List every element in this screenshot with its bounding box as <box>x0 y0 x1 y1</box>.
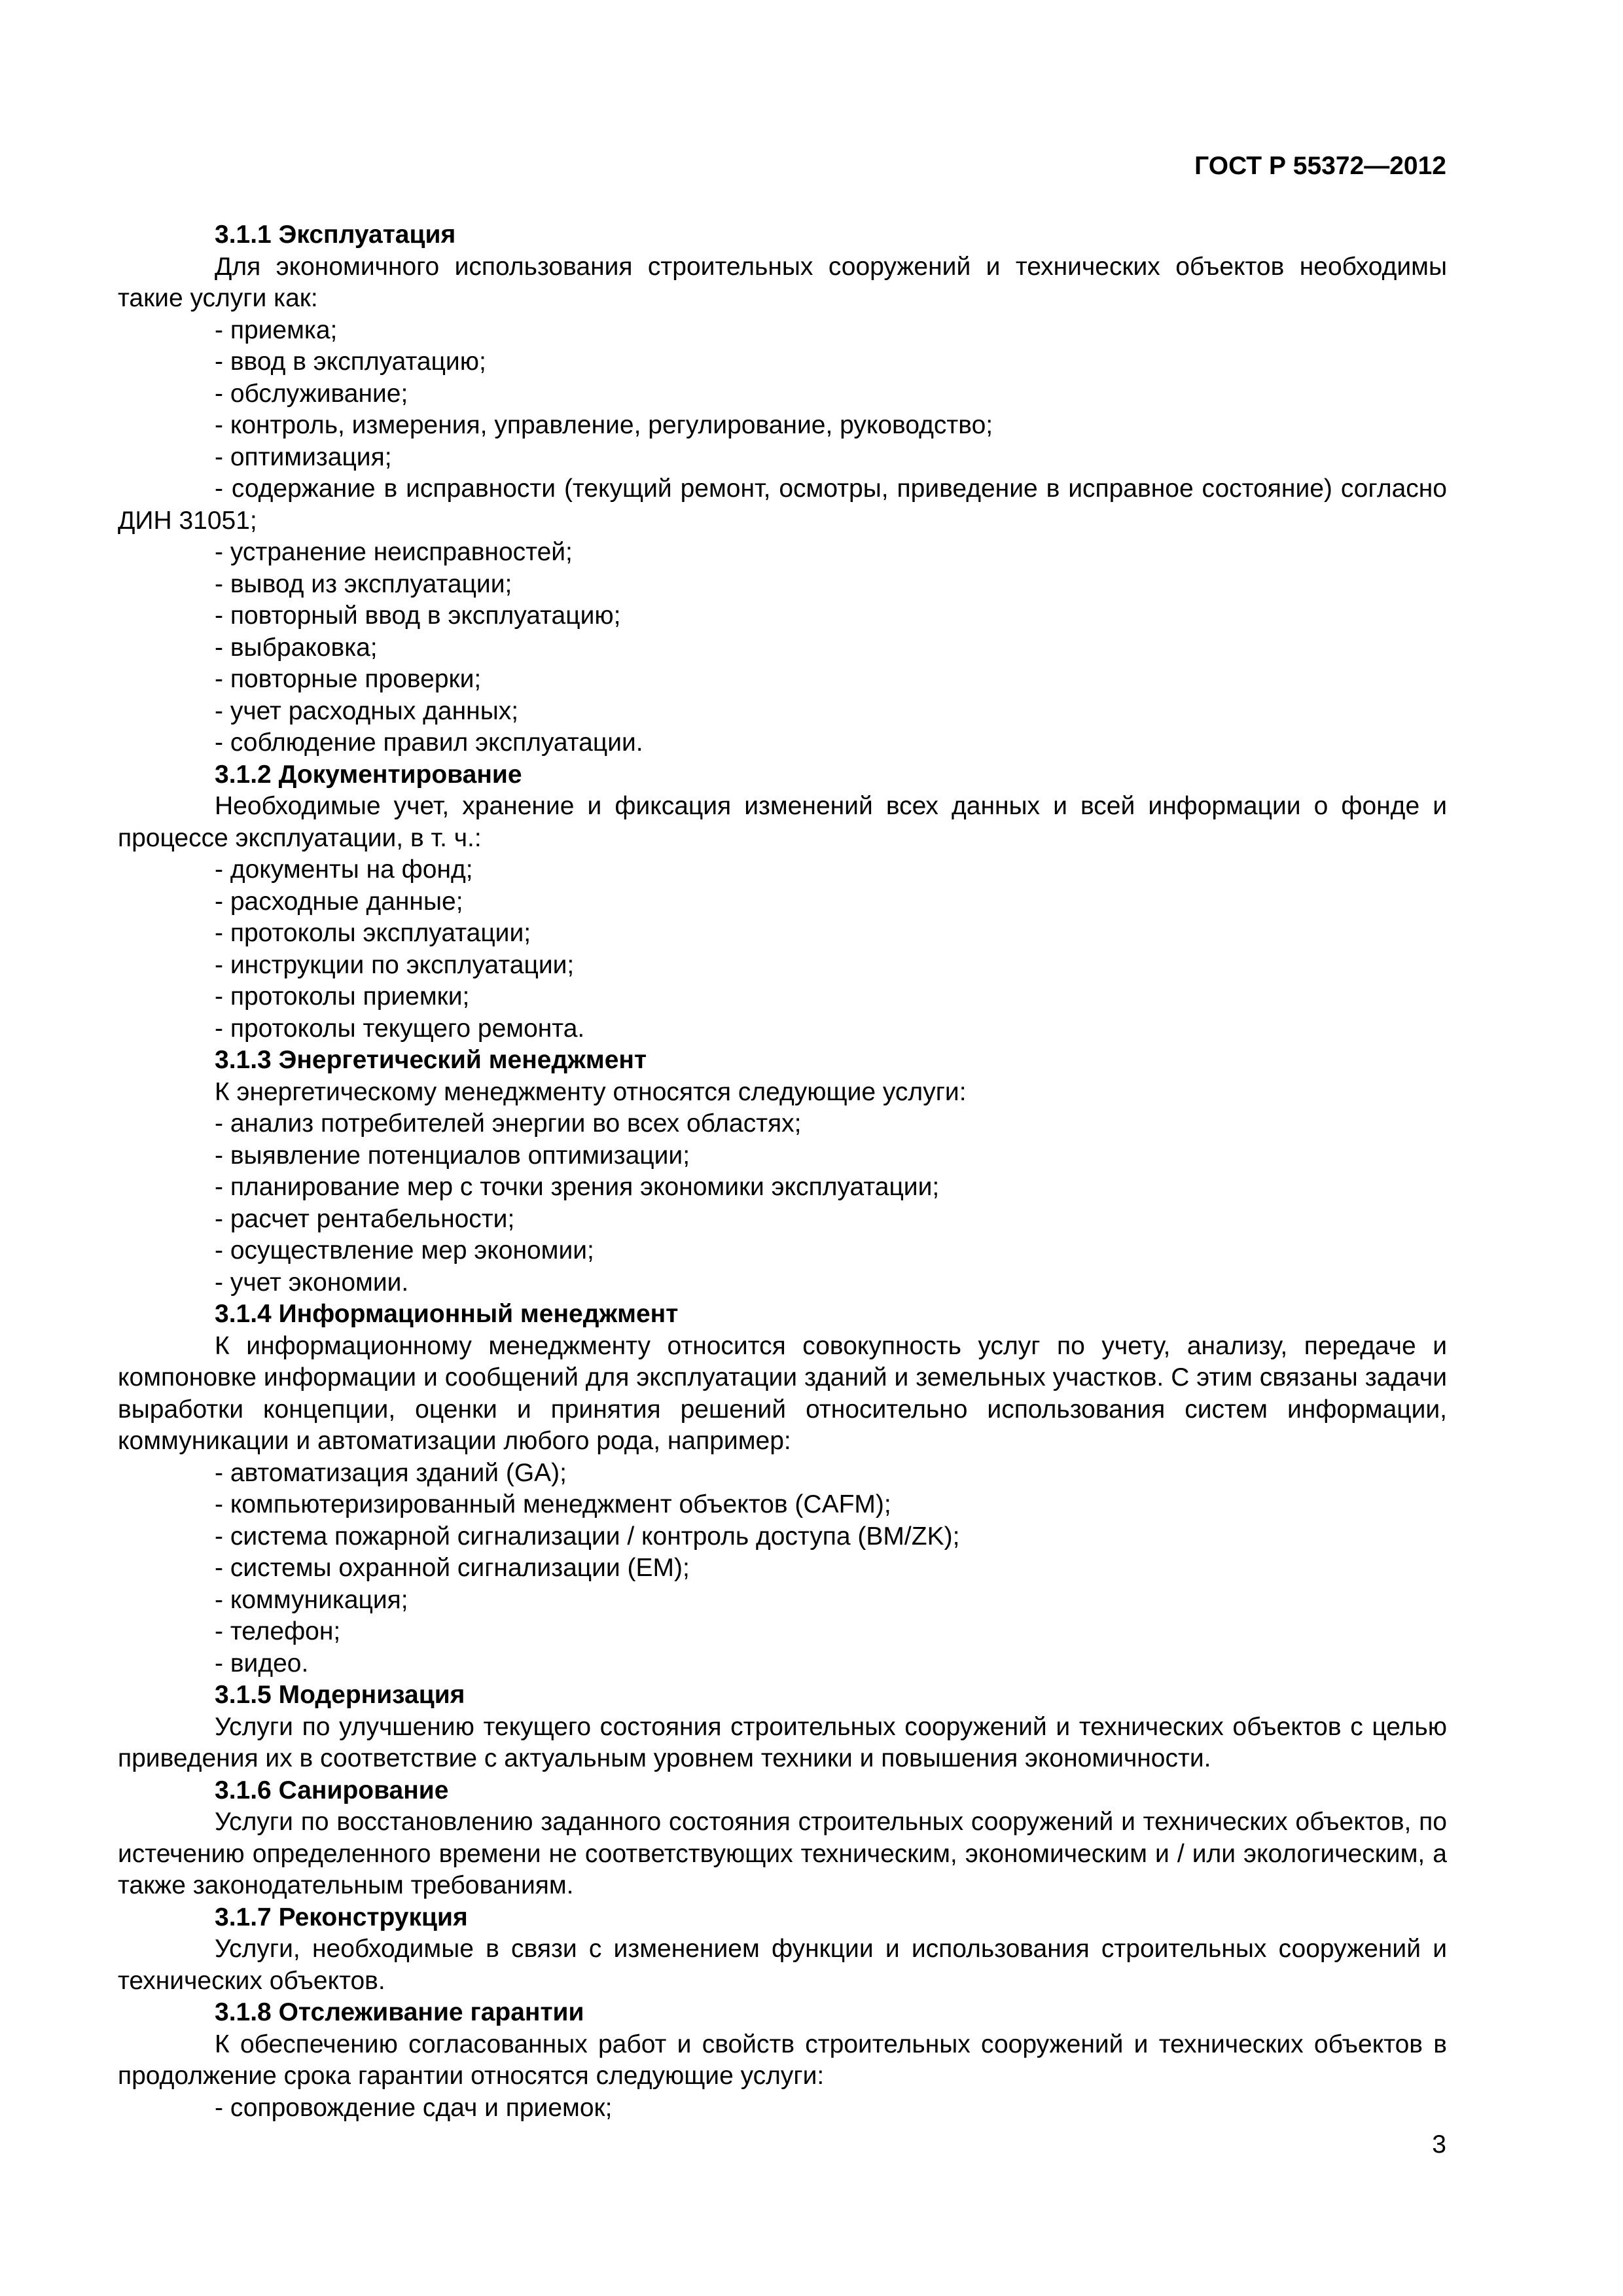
list-item: - оптимизация; <box>215 442 392 471</box>
list-item: - осуществление мер экономии; <box>215 1236 594 1265</box>
list-item: - протоколы приемки; <box>215 982 470 1011</box>
list-item: - система пожарной сигнализации / контроль доступа (BM/ZK); <box>215 1522 960 1551</box>
section-title: 3.1.6 Санирование <box>215 1776 449 1804</box>
page-number: 3 <box>1432 2130 1446 2159</box>
list-item: - учет расходных данных; <box>215 696 519 725</box>
document-code: ГОСТ Р 55372—2012 <box>1194 152 1446 180</box>
section-title: 3.1.7 Реконструкция <box>215 1903 468 1931</box>
section-title: 3.1.3 Энергетический менеджмент <box>215 1046 647 1074</box>
list-item: - коммуникация; <box>215 1585 408 1614</box>
section-reconstruction <box>118 1902 1447 1998</box>
list-item: - содержание в исправности (текущий ремонт, осмотры, приведение в исправное состояние) согласно ДИН 31051; <box>118 475 1447 535</box>
list-item: - системы охранной сигнализации (EM); <box>215 1554 690 1582</box>
list-item: - планирование мер с точки зрения экономики эксплуатации; <box>215 1173 940 1201</box>
list-item: - повторные проверки; <box>215 665 482 693</box>
section-title: 3.1.2 Документирование <box>215 760 522 789</box>
section-intro: Для экономичного использования строительных сооружений и технических объектов необходимы такие услуги как: <box>118 252 1447 312</box>
section-energy-management <box>118 1045 1447 1299</box>
section-title: 3.1.4 Информационный менеджмент <box>215 1300 679 1328</box>
section-title: 3.1.1 Эксплуатация <box>215 221 456 249</box>
section-documentation <box>118 759 1447 1045</box>
list-item: - ввод в эксплуатацию; <box>215 348 486 376</box>
list-item: - повторный ввод в эксплуатацию; <box>215 601 621 630</box>
list-item: - телефон; <box>215 1617 341 1645</box>
list-item: - автоматизация зданий (GA); <box>215 1458 567 1487</box>
list-item: - инструкции по эксплуатации; <box>215 950 575 979</box>
section-modernization <box>118 1679 1447 1775</box>
section-intro: Необходимые учет, хранение и фиксация изменений всех данных и всей информации о фонде и процессе эксплуатации, в т. ч.: <box>118 792 1447 852</box>
list-item: - расходные данные; <box>215 887 463 916</box>
section-warranty-tracking <box>118 1997 1447 2124</box>
section-title: 3.1.8 Отслеживание гарантии <box>215 1998 584 2026</box>
list-item: - сопровождение сдач и приемок; <box>215 2093 613 2122</box>
list-item: - выбраковка; <box>215 633 378 662</box>
list-item: - компьютеризированный менеджмент объектов (CAFM); <box>215 1490 891 1518</box>
list-item: - протоколы эксплуатации; <box>215 919 531 947</box>
section-intro: Услуги по восстановлению заданного состояния строительных сооружений и технических объектов, по истечению определенного времени не соответствующих техническим, экономическим и / или экологическим, а также законодательным требованиям. <box>118 1808 1447 1899</box>
section-intro: Услуги, необходимые в связи с изменением функции и использования строительных сооружений и технических объектов. <box>118 1935 1447 1995</box>
list-item: - соблюдение правил эксплуатации. <box>215 728 643 757</box>
list-item: - видео. <box>215 1649 309 1677</box>
list-item: - устранение неисправностей; <box>215 538 573 566</box>
document-body <box>118 219 1447 2124</box>
list-item: - контроль, измерения, управление, регулирование, руководство; <box>215 411 993 439</box>
section-intro: К информационному менеджменту относится совокупность услуг по учету, анализу, передаче и компоновке информации и сообщений для эксплуатации зданий и земельных участков. С этим связаны задачи выработки концепции, оценки и принятия решений относительно использования систем информации, коммуникации и автоматизации любого рода, например: <box>118 1331 1447 1455</box>
section-title: 3.1.5 Модернизация <box>215 1681 465 1709</box>
section-information-management <box>118 1299 1447 1679</box>
section-sanitation <box>118 1775 1447 1902</box>
list-item: - учет экономии. <box>215 1268 409 1297</box>
list-item: - протоколы текущего ремонта. <box>215 1014 585 1043</box>
section-intro: К энергетическому менеджменту относятся следующие услуги: <box>215 1077 967 1106</box>
list-item: - обслуживание; <box>215 379 408 408</box>
list-item: - анализ потребителей энергии во всех областях; <box>215 1109 802 1138</box>
section-operation <box>118 219 1447 759</box>
list-item: - расчет рентабельности; <box>215 1204 515 1233</box>
list-item: - выявление потенциалов оптимизации; <box>215 1141 690 1170</box>
list-item: - вывод из эксплуатации; <box>215 569 512 598</box>
section-intro: Услуги по улучшению текущего состояния строительных сооружений и технических объектов с целью приведения их в соответствие с актуальным уровнем техники и повышения экономичности. <box>118 1712 1447 1772</box>
section-intro: К обеспечению согласованных работ и свойств строительных сооружений и технических объектов в продолжение срока гарантии относятся следующие услуги: <box>118 2030 1447 2090</box>
list-item: - приемка; <box>215 315 338 344</box>
list-item: - документы на фонд; <box>215 855 473 884</box>
